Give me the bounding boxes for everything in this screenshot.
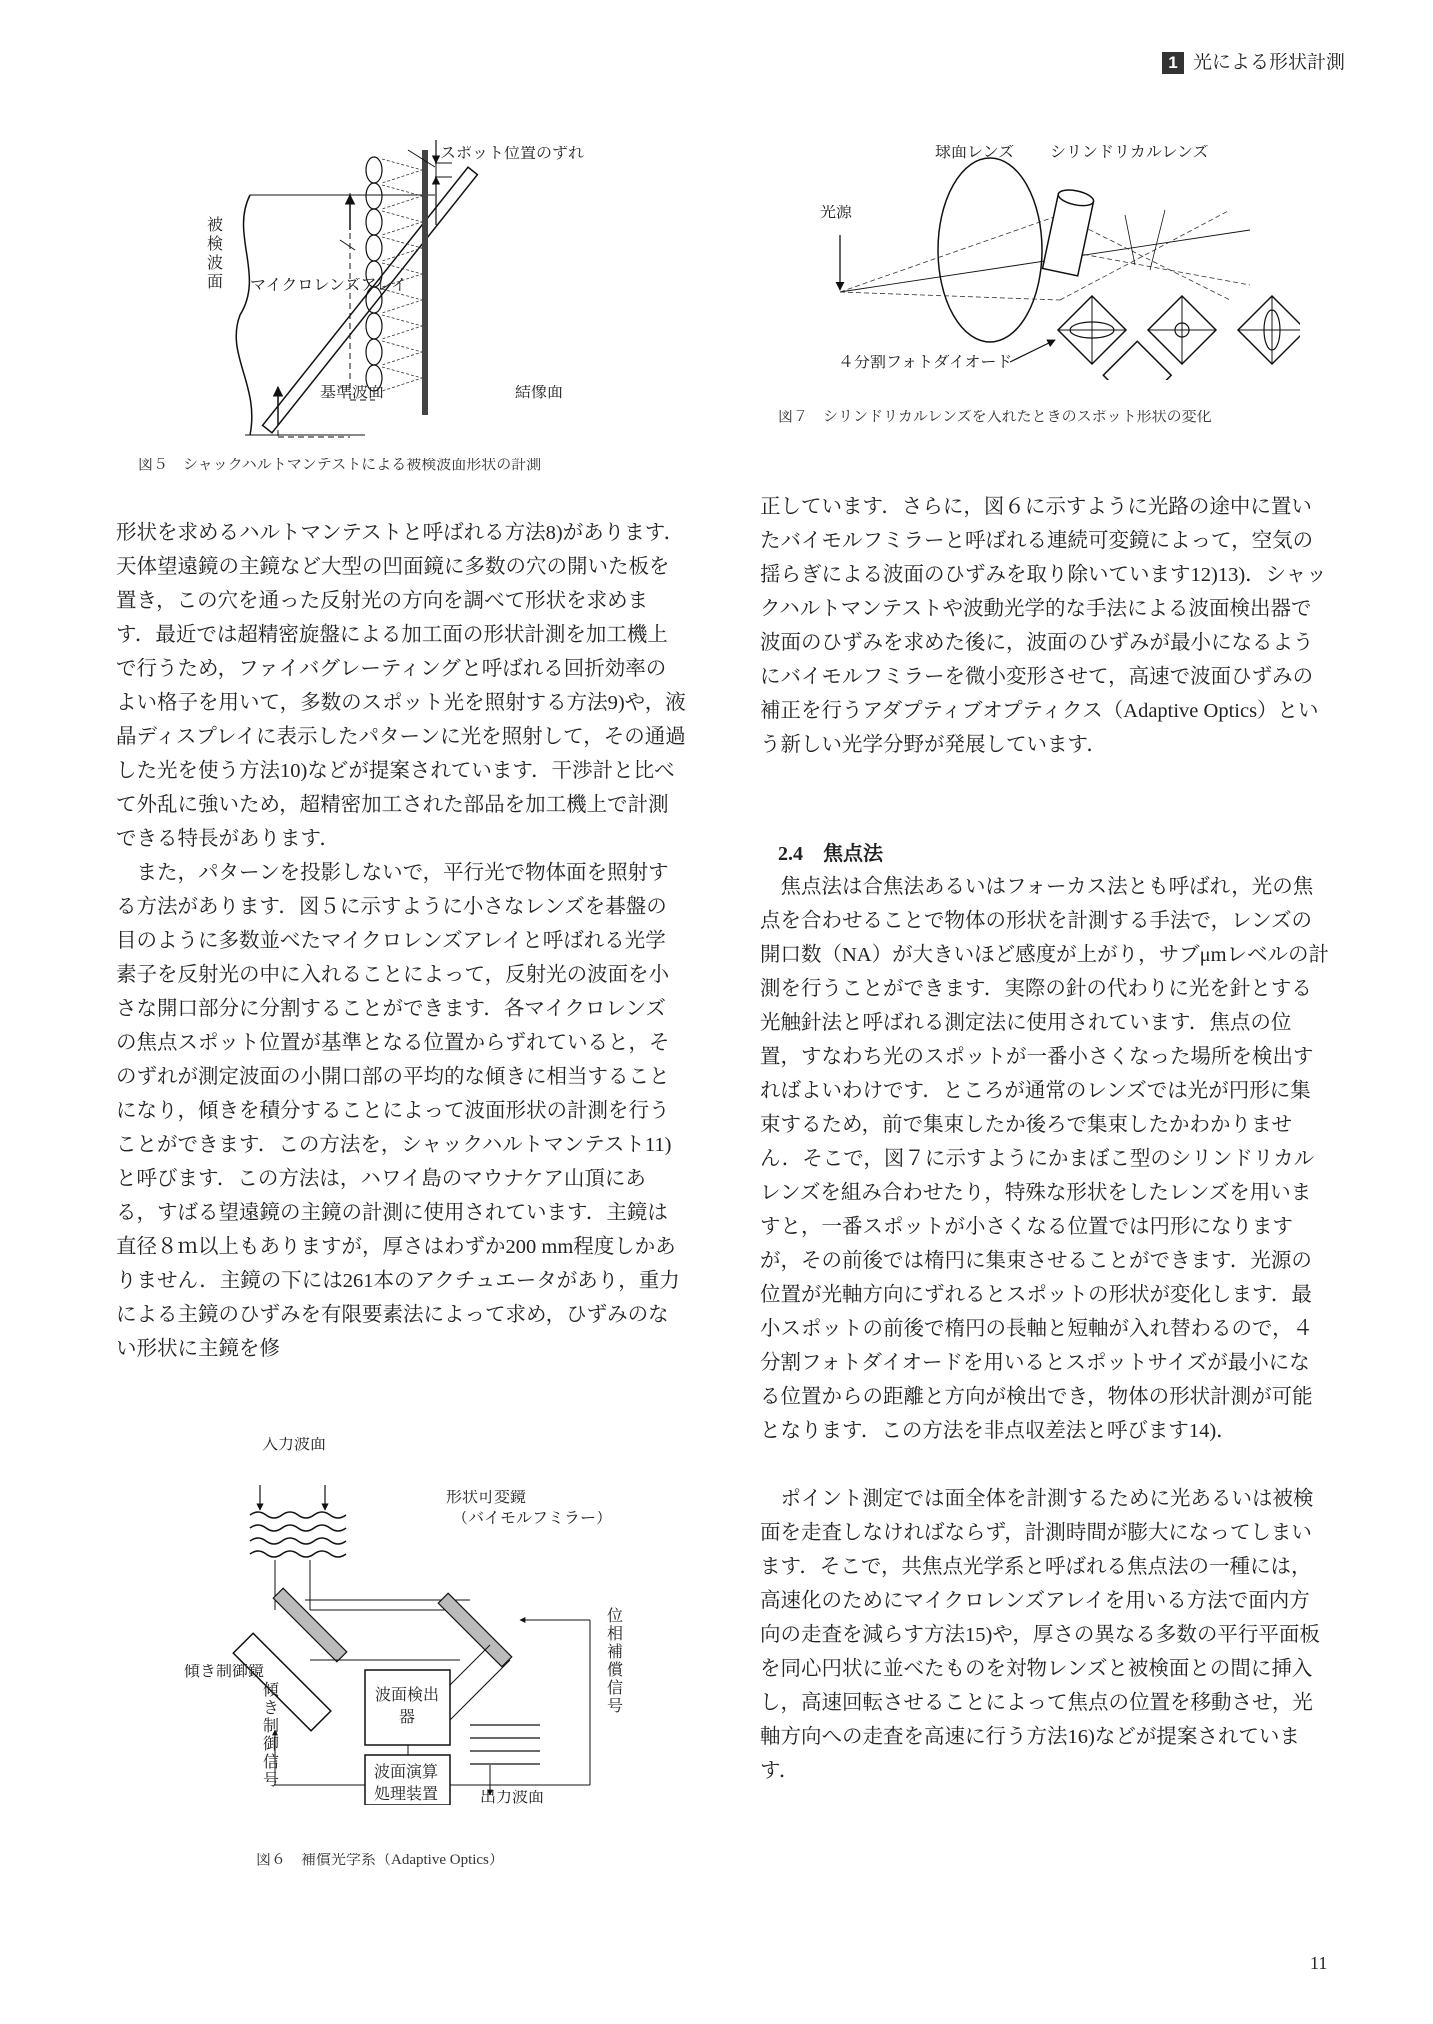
fig5-label-spot-shift: スポット位置のずれ <box>440 146 585 162</box>
body-column-right <box>760 490 1330 796</box>
paragraph-text: ポイント測定では面全体を計測するために光あるいは被検面を走査しなければならず，計測時間が膨大になってしまいます．そこで，共焦点光学系と呼ばれる焦点法の一種には，高速化のためにマイクロレンズアレイを用いる方法で面内方向の走査を減らす方法15)や，厚さの異なる多数の平行平面板を同心円状に並べたものを対物レンズと被検面との間に挿入し，高速回転させることによって焦点の位置を移動させ，光軸方向への走査を高速に行う方法16)などが提案されています． <box>760 1488 1320 1782</box>
paragraph-text: 形状を求めるハルトマンテストと呼ばれる方法8)があります．天体望遠鏡の主鏡など大型の凹面鏡に多数の穴の開いた板を置き，この穴を通った反射光の方向を調べて形状を求めます．最近では超精密旋盤による加工面の形状計測を加工機上で行うため，ファイバグレーティングと呼ばれる回折効率のよい格子を用いて，多数のスポット光を照射する方法9)や，液晶ディスプレイに表示したパターンに光を照射して，その通過した光を使う方法10)などが提案されています．干渉計と比べて外乱に強いため，超精密加工された部品を加工機上で計測できる特長があります． <box>116 522 686 850</box>
cylindrical-lens <box>1042 187 1094 276</box>
paragraph-text: 正しています．さらに，図６に示すように光路の途中に置いたバイモルフミラーと呼ばれる連続可変鏡によって，空気の揺らぎによる波面のひずみを取り除いています12)13)．シャックハルトマンテストや波動光学的な手法による波面検出器で波面のひずみを求めた後に，波面のひずみが最小になるようにバイモルフミラーを微小変形させて，高速で波面ひずみの補正を行うアダプティブオプティクス（Adaptive Optics）という新しい光学分野が発展しています． <box>760 496 1327 756</box>
microlens-column <box>366 157 382 391</box>
body-paragraph <box>760 870 1330 1482</box>
tilt-mirror <box>233 1633 331 1731</box>
running-header-title: 光による形状計測 <box>1193 53 1345 72</box>
fig5-label-microlens-array: マイクロレンズアレイ <box>250 278 408 294</box>
input-wavefront-lines <box>250 1512 346 1557</box>
deformable-mirror <box>438 1593 512 1667</box>
body-paragraph <box>760 1482 1330 1788</box>
body-paragraph <box>116 516 686 856</box>
page-number: 11 <box>1310 1954 1328 1972</box>
fig6-label-phase-signal: 位相補償信号 <box>606 1608 623 1715</box>
fig6-label-bimorph-mirror: （バイモルフミラー） <box>452 1511 613 1527</box>
section-heading <box>778 837 883 866</box>
fig5-label-test-wavefront: 被検波面 <box>206 217 223 291</box>
test-wavefront-curve <box>236 195 252 435</box>
figure-6-caption: 図６ 補償光学系（Adaptive Optics） <box>256 1853 504 1868</box>
fig6-label-input-wavefront: 入力波面 <box>262 1437 327 1453</box>
fig6-label-deformable-mirror: 形状可変鏡 <box>446 1490 527 1506</box>
fig5-label-image-plane: 結像面 <box>515 385 564 401</box>
output-wavefront-lines <box>470 1725 540 1764</box>
photodiode-3 <box>1238 296 1300 364</box>
figure-7-diagram <box>810 140 1300 380</box>
photodiode-2 <box>1148 296 1216 364</box>
fig6-label-output-wavefront: 出力波面 <box>480 1790 545 1806</box>
fig7-label-cylindrical-lens: シリンドリカルレンズ <box>1050 145 1209 161</box>
fig6-label-tilt-signal: 傾き制御信号 <box>262 1682 279 1789</box>
fig6-label-tilt-mirror: 傾き制御鏡 <box>184 1664 265 1680</box>
section-number: 2.4 <box>778 843 803 865</box>
figure-5-caption: 図５ シャックハルトマンテストによる被検波面形状の計測 <box>138 458 542 473</box>
fig6-label-wavefront-detector: 波面検出器 <box>374 1687 439 1726</box>
fig7-label-light-source: 光源 <box>820 205 853 221</box>
fig7-label-spherical-lens: 球面レンズ <box>935 145 1015 161</box>
paragraph-text: 焦点法は合焦法あるいはフォーカス法とも呼ばれ，光の焦点を合わせることで物体の形状を計測する手法で，レンズの開口数（NA）が大きいほど感度が上がり，サブμmレベルの計測を行うことができます．実際の針の代わりに光を針とする光触針法と呼ばれる測定法に使用されています．焦点の位置，すなわち光のスポットが一番小さくなった場所を検出すればよいわけです．ところが通常のレンズでは光が円形に集束するため，前で集束したか後ろで集束したかわかりません．そこで，図７に示すようにかまぼこ型のシリンドリカルレンズを組み合わせたり，特殊な形状をしたレンズを用いますと，一番スポットが小さくなる位置では円形になりますが，その前後では楕円に集束させることができます．光源の位置が光軸方向にずれるとスポットの形状が変化します．最小スポットの前後で楕円の長軸と短軸が入れ替わるので，４分割フォトダイオードを用いるとスポットサイズが最小になる位置からの距離と方向が検出でき，物体の形状計測が可能となります．この方法を非点収差法と呼びます14)． <box>760 876 1330 1442</box>
spherical-lens <box>938 158 1042 342</box>
body-column-left <box>116 516 686 1400</box>
figure-7-caption: 図７ シリンドリカルレンズを入れたときのスポット形状の変化 <box>778 410 1212 425</box>
chapter-number-badge: 1 <box>1162 52 1184 74</box>
paragraph-text: また，パターンを投影しないで，平行光で物体面を照射する方法があります．図５に示すように小さなレンズを碁盤の目のように多数並べたマイクロレンズアレイと呼ばれる光学素子を反射光の中に入れることによって，反射光の波面を小さな開口部分に分割することができます．各マイクロレンズの焦点スポット位置が基準となる位置からずれていると，そのずれが測定波面の小開口部の平均的な傾きに相当することになり，傾きを積分することによって波面形状の計測を行うことができます．この方法を，シャックハルトマンテスト11)と呼びます．この方法は，ハワイ島のマウナケア山頂にある，すばる望遠鏡の主鏡の計測に使用されています．主鏡は直径８ｍ以上もありますが，厚さはわずか200 mm程度しかありません．主鏡の下には261本のアクチュエータがあり，重力による主鏡のひずみを有限要素法によって求め，ひずみのない形状に主鏡を修 <box>116 862 680 1360</box>
fig6-label-wavefront-processor: 波面演算処理装置 <box>373 1764 438 1803</box>
fig7-label-quad-photodiode: ４分割フォトダイオード <box>838 355 1013 371</box>
body-paragraph <box>760 490 1330 796</box>
image-plane <box>422 150 428 415</box>
section-title: 焦点法 <box>823 843 883 865</box>
body-column-right-lower <box>760 870 1330 1788</box>
body-paragraph <box>116 856 686 1400</box>
fig5-label-reference-wavefront: 基準波面 <box>320 385 385 401</box>
